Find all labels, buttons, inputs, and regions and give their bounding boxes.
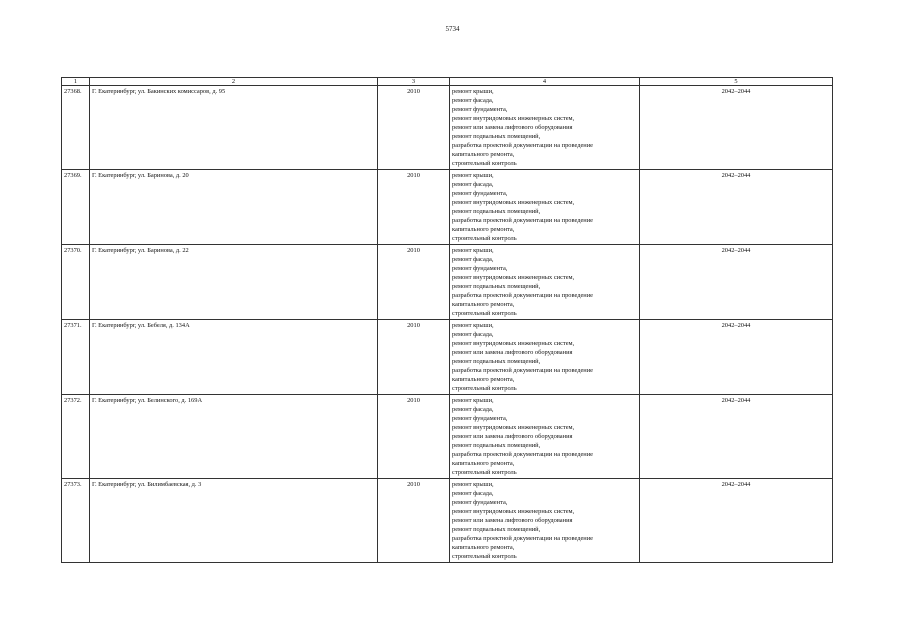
work-item: ремонт внутридомовых инженерных систем, [452,199,575,206]
work-item: строительный контроль [452,310,517,317]
table-row [62,86,833,170]
work-item: ремонт фасада, [452,97,494,104]
work-item: ремонт фасада, [452,406,494,413]
work-item: ремонт фасада, [452,490,494,497]
table-row [62,479,833,563]
work-item: капитального ремонта, [452,460,515,467]
work-item: капитального ремонта, [452,151,515,158]
repair-period-cell: 2042–2044 [640,320,833,395]
work-item: ремонт внутридомовых инженерных систем, [452,274,575,281]
work-item: ремонт фасада, [452,331,494,338]
address-cell: Г. Екатеринбург, ул. Баринова, д. 22 [90,245,378,320]
work-item: ремонт крыши, [452,481,494,488]
work-item: ремонт внутридомовых инженерных систем, [452,424,575,431]
table-body [62,86,833,563]
work-item: ремонт внутридомовых инженерных систем, [452,508,575,515]
repair-period-cell: 2042–2044 [640,479,833,563]
row-number-cell: 27371. [62,320,90,395]
table-row [62,170,833,245]
works-list-cell [450,479,640,563]
work-item: разработка проектной документации на проведение [452,451,593,458]
table-row [62,320,833,395]
work-item: строительный контроль [452,469,517,476]
column-header-3: 3 [378,78,450,86]
address-cell: Г. Екатеринбург, ул. Бебеля, д. 134А [90,320,378,395]
address-cell: Г. Екатеринбург, ул. Бакинских комиссаров, д. 95 [90,86,378,170]
address-cell: Г. Екатеринбург, ул. Билимбаевская, д. 3 [90,479,378,563]
work-item: ремонт фундамента, [452,265,508,272]
year-cell: 2010 [378,245,450,320]
work-item: ремонт подвальных помещений, [452,526,541,533]
column-header-1: 1 [62,78,90,86]
work-item: капитального ремонта, [452,376,515,383]
table-row [62,245,833,320]
repair-period-cell: 2042–2044 [640,86,833,170]
capital-repair-table [61,77,833,563]
work-item: разработка проектной документации на проведение [452,142,593,149]
year-cell: 2010 [378,170,450,245]
column-header-4: 4 [450,78,640,86]
work-item: ремонт фундамента, [452,190,508,197]
works-list-cell [450,86,640,170]
work-item: ремонт подвальных помещений, [452,208,541,215]
work-item: разработка проектной документации на проведение [452,367,593,374]
work-item: строительный контроль [452,553,517,560]
row-number-cell: 27368. [62,86,90,170]
row-number-cell: 27373. [62,479,90,563]
work-item: ремонт крыши, [452,247,494,254]
work-item: ремонт подвальных помещений, [452,358,541,365]
address-cell: Г. Екатеринбург, ул. Баринова, д. 20 [90,170,378,245]
work-item: ремонт подвальных помещений, [452,133,541,140]
year-cell: 2010 [378,395,450,479]
work-item: капитального ремонта, [452,544,515,551]
works-list-cell [450,395,640,479]
work-item: строительный контроль [452,235,517,242]
works-list-cell [450,320,640,395]
works-list-cell [450,170,640,245]
work-item: ремонт внутридомовых инженерных систем, [452,115,575,122]
work-item: разработка проектной документации на проведение [452,217,593,224]
work-item: капитального ремонта, [452,226,515,233]
year-cell: 2010 [378,320,450,395]
work-item: ремонт или замена лифтового оборудования [452,349,573,356]
repair-period-cell: 2042–2044 [640,245,833,320]
work-item: ремонт или замена лифтового оборудования [452,124,573,131]
work-item: ремонт подвальных помещений, [452,442,541,449]
works-list-cell [450,245,640,320]
work-item: разработка проектной документации на проведение [452,292,593,299]
column-header-5: 5 [640,78,833,86]
year-cell: 2010 [378,86,450,170]
year-cell: 2010 [378,479,450,563]
column-header-2: 2 [90,78,378,86]
repair-period-cell: 2042–2044 [640,170,833,245]
work-item: строительный контроль [452,385,517,392]
work-item: ремонт фасада, [452,181,494,188]
repair-period-cell: 2042–2044 [640,395,833,479]
work-item: ремонт крыши, [452,397,494,404]
work-item: разработка проектной документации на проведение [452,535,593,542]
table-row [62,395,833,479]
row-number-cell: 27372. [62,395,90,479]
work-item: ремонт крыши, [452,322,494,329]
work-item: ремонт крыши, [452,172,494,179]
row-number-cell: 27369. [62,170,90,245]
work-item: ремонт или замена лифтового оборудования [452,517,573,524]
work-item: капитального ремонта, [452,301,515,308]
row-number-cell: 27370. [62,245,90,320]
work-item: ремонт внутридомовых инженерных систем, [452,340,575,347]
work-item: ремонт фасада, [452,256,494,263]
work-item: ремонт подвальных помещений, [452,283,541,290]
work-item: ремонт фундамента, [452,106,508,113]
work-item: ремонт фундамента, [452,415,508,422]
work-item: ремонт фундамента, [452,499,508,506]
page-number: 5734 [445,25,460,33]
header-row [62,78,833,86]
address-cell: Г. Екатеринбург, ул. Белинского, д. 169А [90,395,378,479]
work-item: ремонт или замена лифтового оборудования [452,433,573,440]
work-item: строительный контроль [452,160,517,167]
work-item: ремонт крыши, [452,88,494,95]
